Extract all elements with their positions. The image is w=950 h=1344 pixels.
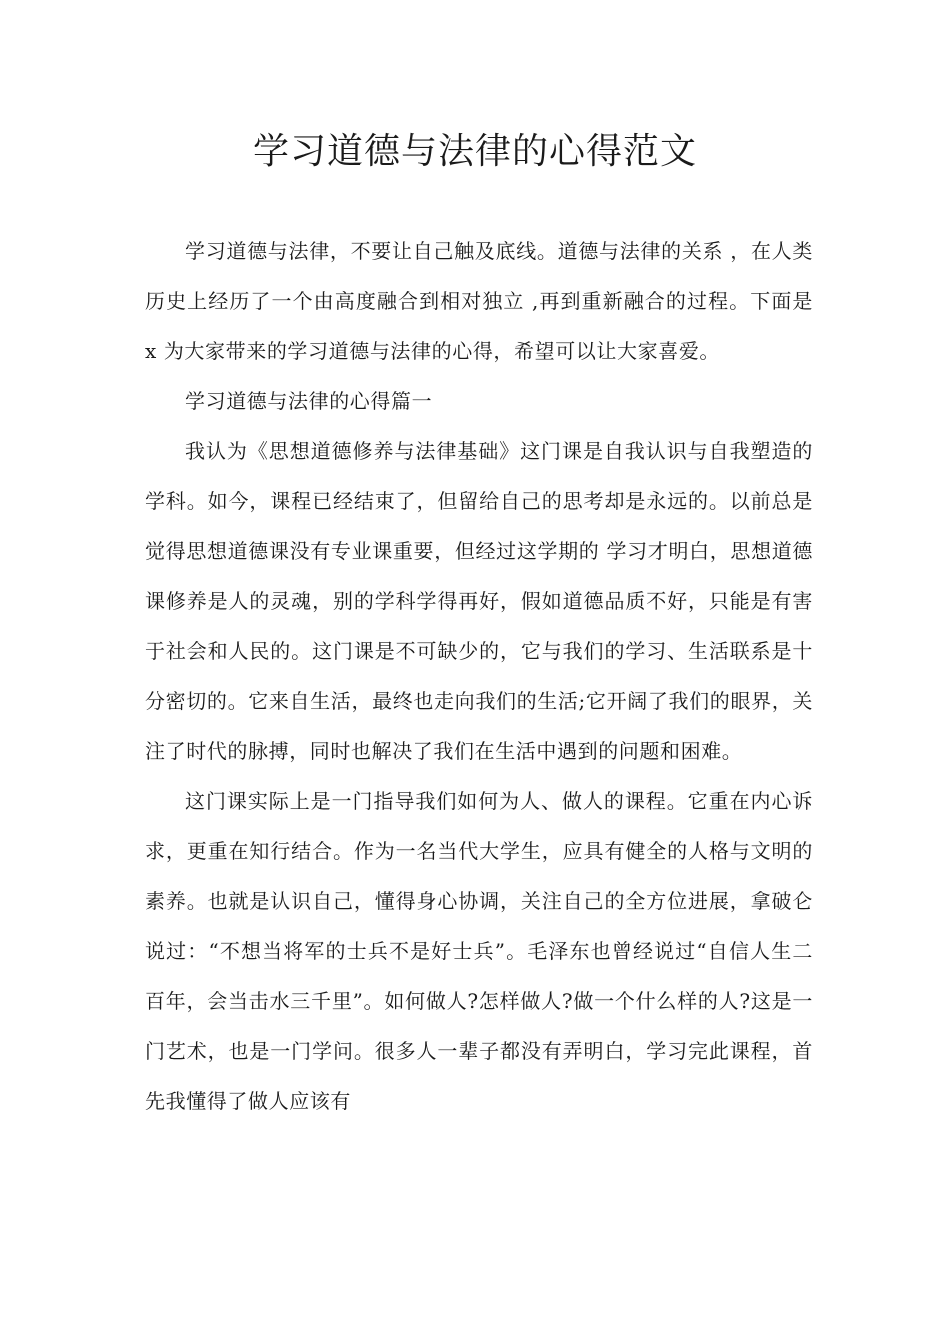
paragraph-course-reflection: 我认为《思想道德修养与法律基础》这门课是自我认识与自我塑造的学科。如今，课程已经结束了，但留给自己的思考却是永远的。以前总是觉得思想道德课没有专业课重要，但经过这学期的 学习才明白，思想道德课修养是人的灵魂，别的学科学得再好，假如道德品质不好，只能是有害于社会和人民的。这门课是不可缺少的，它与我们的学习、生活联系是十分密切的。它来自生活，最终也走向我们的生活;它开阔了我们的眼界，关注了时代的脉搏，同时也解决了我们在生活中遇到的问题和困难。 — [145, 439, 813, 763]
document-title: 学习道德与法律的心得范文 — [252, 131, 697, 172]
paragraph-intro: 学习道德与法律，不要让自己触及底线。道德与法律的关系 ，在人类历史上经历了一个由高度融合到相对独立 ,再到重新融合的过程。下面是 x 为大家带来的学习道德与法律的心得，希望可以让大家喜爱。 — [145, 239, 813, 363]
document-body — [145, 226, 813, 1126]
section-heading: 学习道德与法律的心得篇一 — [185, 389, 433, 413]
paragraph-how-to-be-human: 这门课实际上是一门指导我们如何为人、做人的课程。它重在内心诉求，更重在知行结合。作为一名当代大学生，应具有健全的人格与文明的 素养。也就是认识自己，懂得身心协调，关注自己的全方位进展，拿破仑说过：“不想当将军的士兵不是好士兵”。毛泽东也曾经说过“自信人生二百年，会当击水三千里”。如何做人?怎样做人?做一个什么样的人?这是一门艺术，也是一门学问。很多人一辈子都没有弄明白，学习完此课程，首先我懂得了做人应该有 — [145, 789, 813, 1113]
